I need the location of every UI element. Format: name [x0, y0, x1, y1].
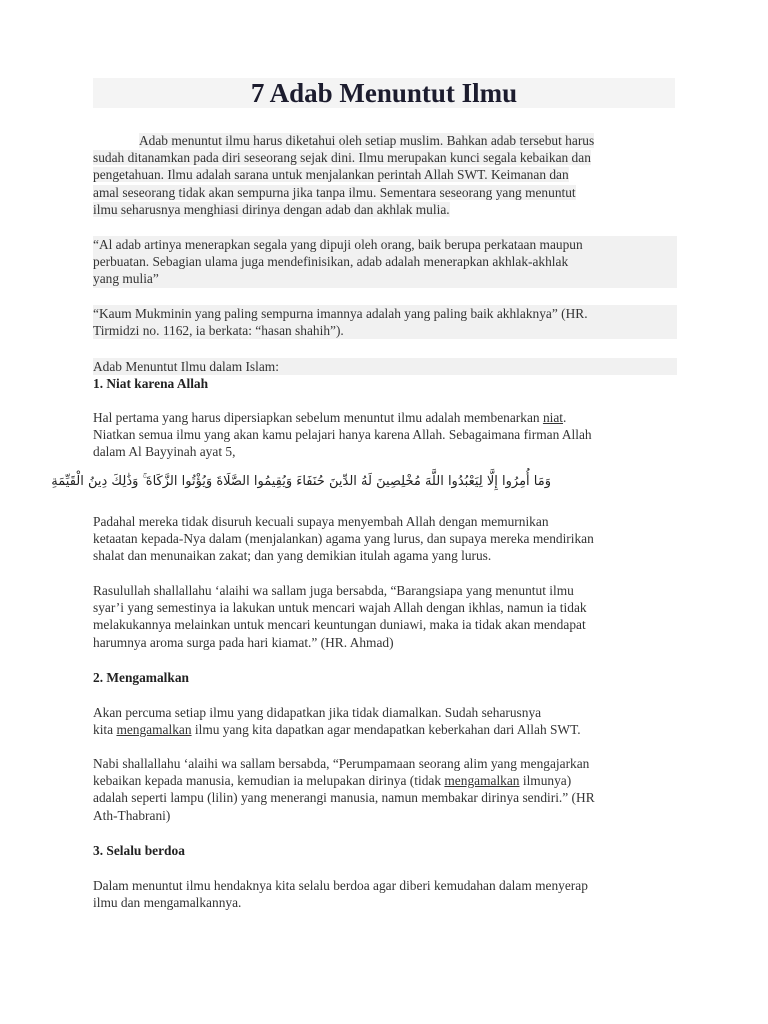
paragraph-line: adalah seperti lampu (lilin) yang menerangi manusia, namun membakar dirinya sendiri.” (HR: [93, 790, 595, 806]
text-fragment: ilmu yang kita dapatkan agar mendapatkan keberkahan dari Allah SWT.: [191, 722, 581, 738]
heading-block-3: [93, 842, 677, 859]
paragraph-line: Nabi shallallahu ‘alaihi wa sallam bersabda, “Perumpamaan seorang alim yang mengajarkan: [93, 756, 590, 771]
paragraph-line: syar’i yang semestinya ia lakukan untuk mencari wajah Allah dengan ikhlas, namun ia tidak: [93, 600, 587, 616]
intro-paragraph: [93, 132, 677, 218]
quote-line: yang mulia”: [93, 270, 677, 287]
paragraph-line: ketaatan kepada-Nya dalam (menjalankan) agama yang lurus, dan supaya mereka mendirikan: [93, 531, 594, 547]
quote-line: “Al adab artinya menerapkan segala yang dipuji oleh orang, baik berupa perkataan maupun: [93, 236, 677, 253]
arabic-verse: وَمَا أُمِرُوا إِلَّا لِيَعْبُدُوا اللَّهَ مُخْلِصِينَ لَهُ الدِّينَ حُنَفَاءَ وَيُقِيمُوا الصَّلَاةَ وَيُؤْتُوا الزَّكَاةَ ۚ وَذَٰلِكَ دِينُ الْقَيِّمَةِ: [51, 474, 551, 489]
quote-line: “Kaum Mukminin yang paling sempurna imannya adalah yang paling baik akhlaknya” (HR.: [93, 305, 677, 322]
text-fragment: .: [563, 410, 567, 425]
niat-link[interactable]: niat: [542, 410, 564, 425]
intro-line: pengetahuan. Ilmu adalah sarana untuk menjalankan perintah Allah SWT. Keimanan dan: [93, 167, 569, 183]
paragraph-berdoa: [93, 877, 677, 911]
paragraph-translation: [93, 513, 677, 565]
paragraph-hadith-1: [93, 582, 677, 651]
text-fragment: kita: [93, 722, 117, 738]
section-intro: [93, 358, 677, 392]
heading-block-2: [93, 669, 677, 686]
text-fragment: Hal pertama yang harus dipersiapkan sebelum menuntut ilmu adalah membenarkan: [93, 410, 543, 425]
heading-berdoa: 3. Selalu berdoa: [93, 843, 185, 858]
quote-paragraph-2: [93, 305, 677, 339]
paragraph-line: Ath-Thabrani): [93, 807, 171, 823]
paragraph-line: dalam Al Bayyinah ayat 5,: [93, 444, 236, 460]
mengamalkan-link[interactable]: mengamalkan: [116, 722, 192, 738]
paragraph-line: shalat dan menunaikan zakat; dan yang demikian itulah agama yang lurus.: [93, 548, 492, 564]
paragraph-hadith-2: [93, 755, 677, 824]
heading-niat: 1. Niat karena Allah: [93, 376, 209, 392]
paragraph-line: Akan percuma setiap ilmu yang didapatkan jika tidak diamalkan. Sudah seharusnya: [93, 705, 542, 720]
paragraph-line: Rasulullah shallallahu ‘alaihi wa sallam juga bersabda, “Barangsiapa yang menuntut ilmu: [93, 583, 574, 598]
intro-line: Adab menuntut ilmu harus diketahui oleh setiap muslim. Bahkan adab tersebut harus: [139, 133, 595, 148]
paragraph-line: Niatkan semua ilmu yang akan kamu pelajari hanya karena Allah. Sebagaimana firman Allah: [93, 427, 592, 443]
paragraph-line: Dalam menuntut ilmu hendaknya kita selalu berdoa agar diberi kemudahan dalam menyerap: [93, 878, 588, 893]
paragraph-line: Padahal mereka tidak disuruh kecuali supaya menyembah Allah dengan memurnikan: [93, 514, 549, 529]
intro-line: sudah ditanamkan pada diri seseorang sejak dini. Ilmu merupakan kunci segala kebaikan dan: [93, 150, 591, 166]
paragraph-mengamalkan: [93, 704, 677, 738]
text-fragment: kebaikan kepada manusia, kemudian ia melupakan dirinya (tidak: [93, 773, 445, 789]
page-title: 7 Adab Menuntut Ilmu: [250, 78, 518, 108]
heading-mengamalkan: 2. Mengamalkan: [93, 670, 189, 685]
paragraph-line: ilmu dan mengamalkannya.: [93, 895, 242, 911]
paragraph-line: harumnya aroma surga pada hari kiamat.” (HR. Ahmad): [93, 634, 394, 650]
quote-line: Tirmidzi no. 1162, ia berkata: “hasan shahih”).: [93, 322, 677, 339]
section-intro-text: Adab Menuntut Ilmu dalam Islam:: [93, 358, 677, 375]
intro-line: ilmu seharusnya menghiasi dirinya dengan adab dan akhlak mulia.: [93, 201, 450, 217]
paragraph-line: melakukannya melainkan untuk mencari keuntungan duniawi, maka ia tidak akan mendapat: [93, 617, 586, 633]
quote-line: perbuatan. Sebagian ulama juga mendefinisikan, adab adalah menerapkan akhlak-akhlak: [93, 253, 677, 270]
paragraph-niat: [93, 409, 677, 461]
mengamalkan-link-2[interactable]: mengamalkan: [444, 773, 520, 789]
quote-paragraph-1: [93, 236, 677, 288]
intro-line: amal seseorang tidak akan sempurna jika tanpa ilmu. Sementara seseorang yang menuntut: [93, 184, 576, 200]
text-fragment: ilmunya): [519, 773, 572, 789]
